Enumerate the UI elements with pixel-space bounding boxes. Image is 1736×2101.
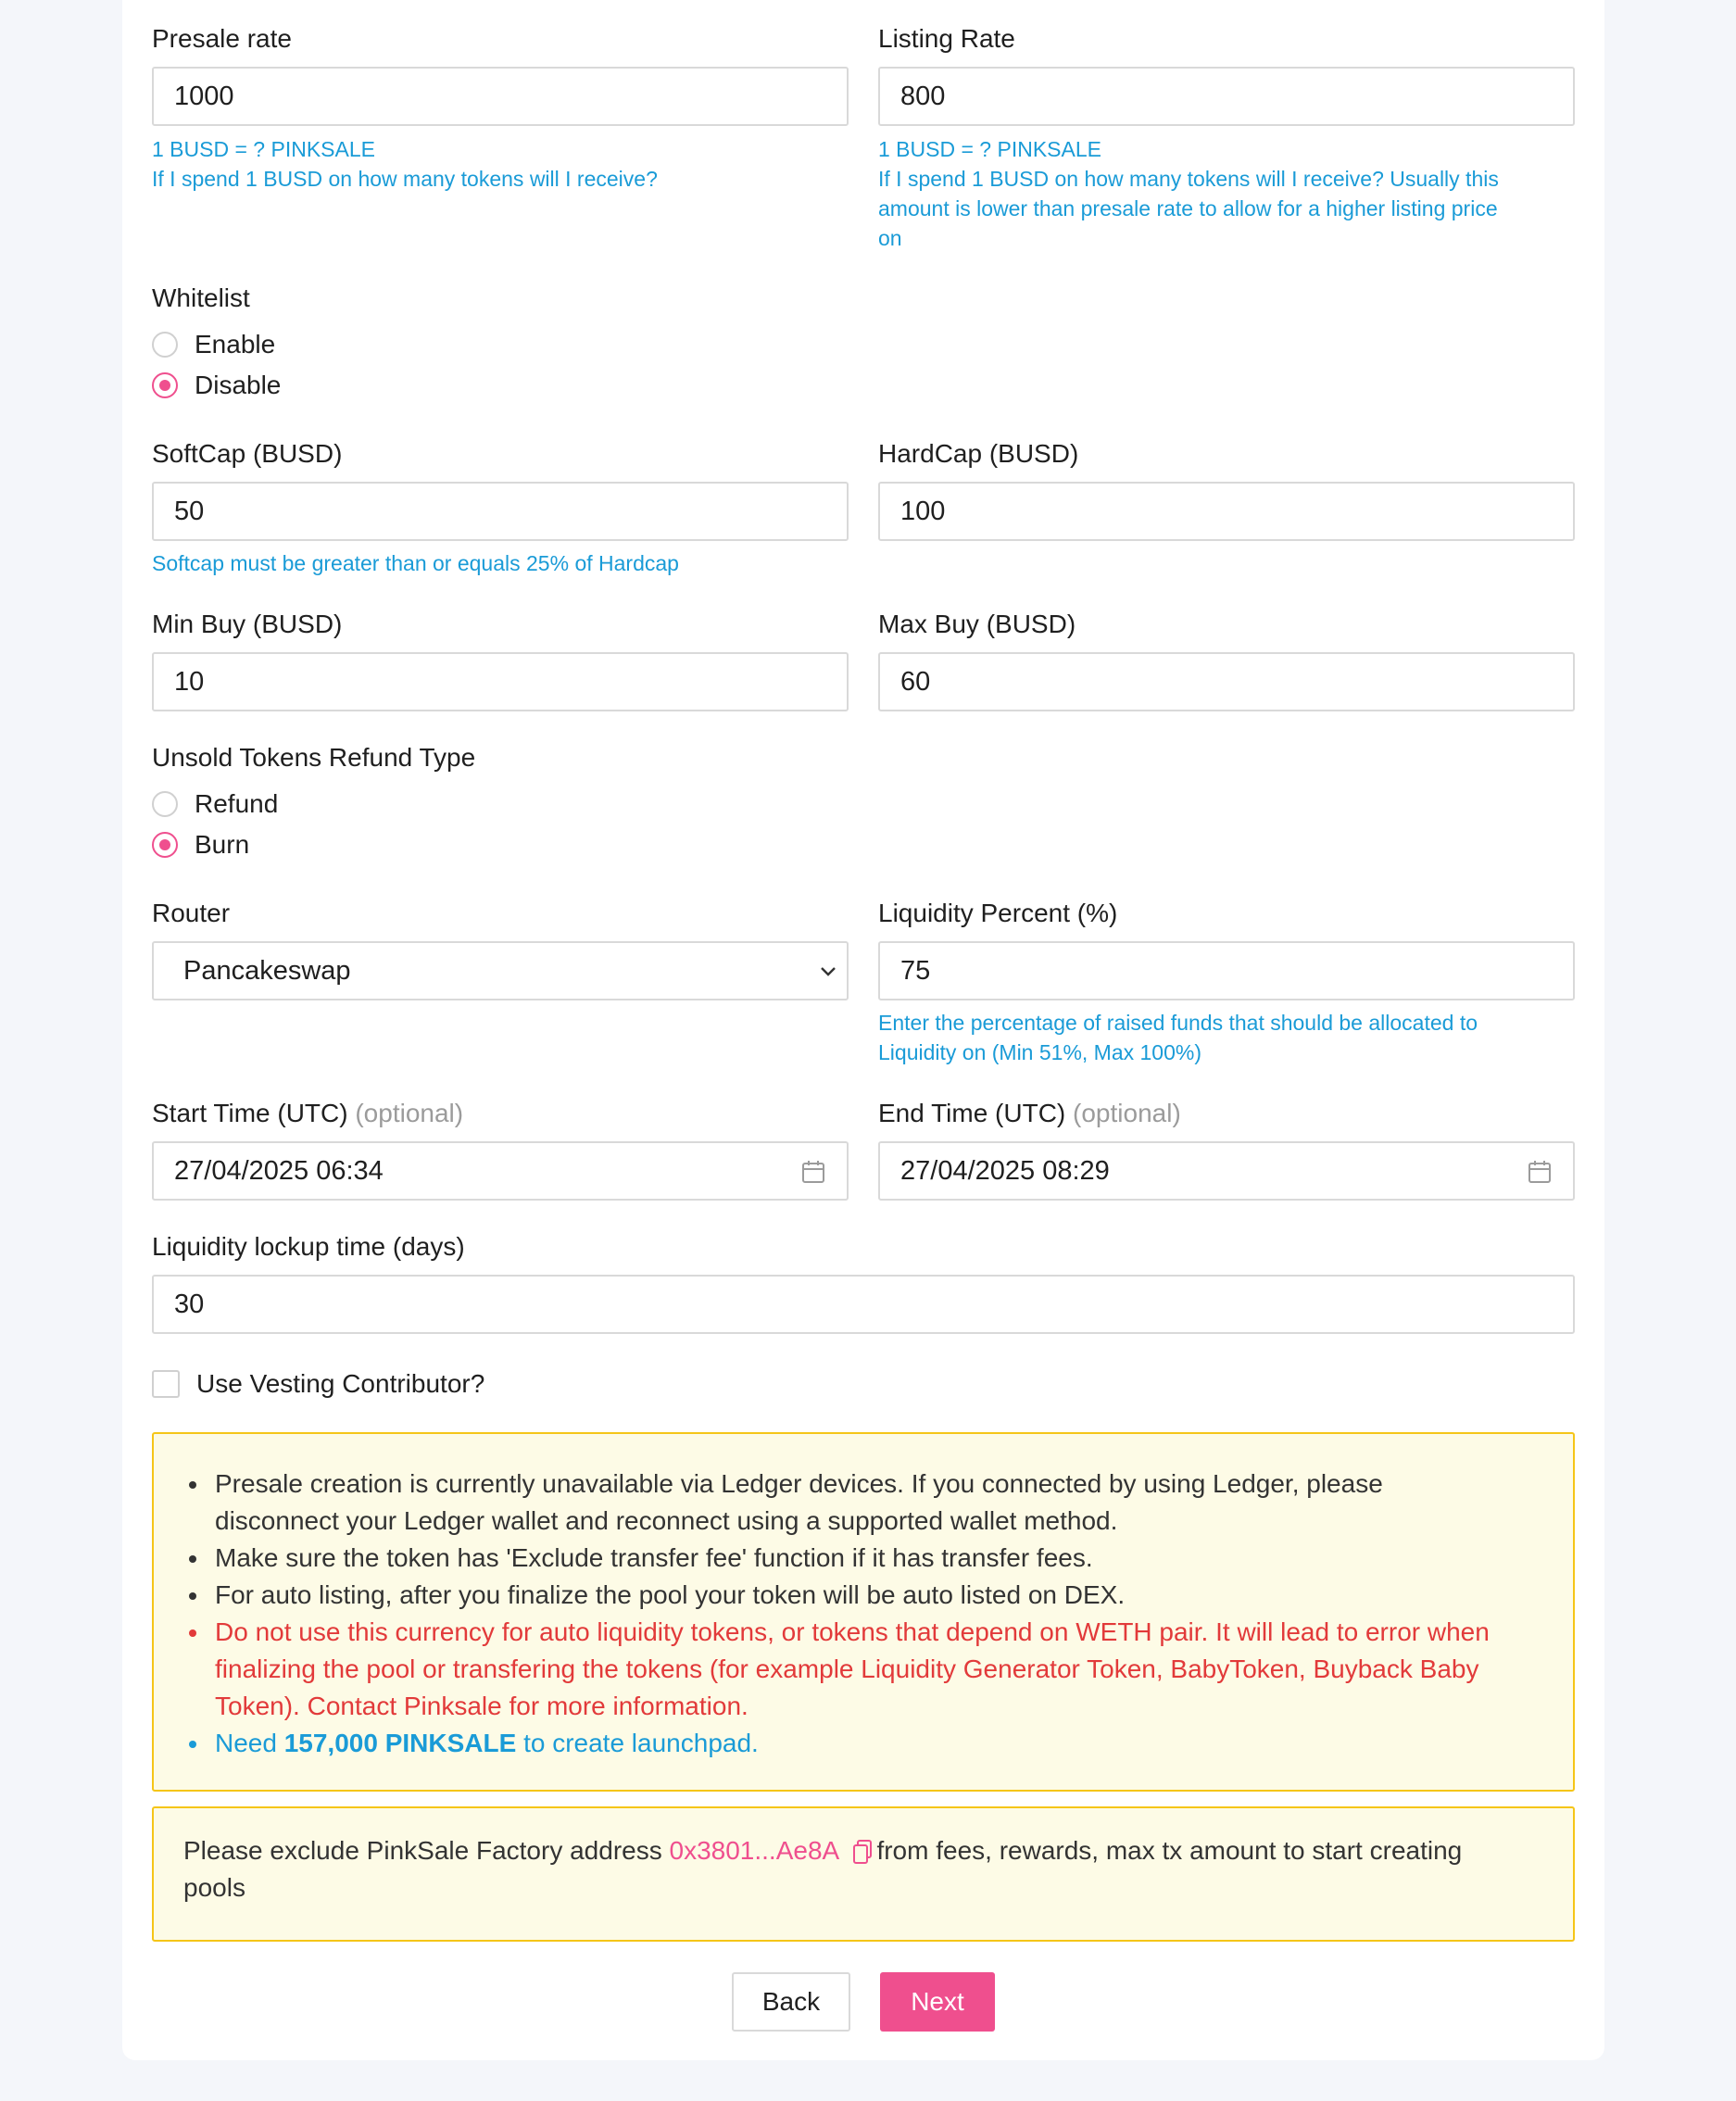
listing-rate-input[interactable]: 800: [878, 67, 1575, 126]
start-time-optional: (optional): [355, 1099, 464, 1127]
radio-disable-label: Disable: [195, 371, 282, 399]
hardcap-label: HardCap (BUSD): [878, 439, 1079, 468]
back-button[interactable]: Back: [732, 1972, 850, 2032]
radio-disable[interactable]: [152, 372, 178, 398]
vesting-option[interactable]: [152, 1369, 484, 1399]
router-select[interactable]: [152, 941, 849, 1000]
end-time-optional: (optional): [1073, 1099, 1181, 1127]
radio-refund[interactable]: [152, 791, 178, 817]
listing-rate-help-line1: If I spend 1 BUSD on how many tokens will I receive? Usually this: [878, 167, 1499, 191]
vesting-label: Use Vesting Contributor?: [196, 1369, 485, 1398]
warning-line3: Token). Contact Pinksale for more information.: [215, 1692, 748, 1720]
presale-rate-help-text: If I spend 1 BUSD on how many tokens will I receive?: [152, 167, 658, 191]
next-button[interactable]: Next: [880, 1972, 995, 2032]
notice-item-ledger: [154, 1466, 1573, 1540]
refund-option-burn[interactable]: [152, 830, 249, 860]
hardcap-input[interactable]: 100: [878, 482, 1575, 541]
listing-rate-help-title: 1 BUSD = ? PINKSALE: [878, 137, 1101, 161]
presale-rate-input[interactable]: 1000: [152, 67, 849, 126]
radio-refund-label: Refund: [195, 789, 279, 818]
lockup-input[interactable]: 30: [152, 1275, 1575, 1334]
start-time-label: [152, 1099, 463, 1128]
radio-burn-label: Burn: [195, 830, 250, 859]
min-buy-label: Min Buy (BUSD): [152, 610, 343, 638]
notice-ledger-line2: disconnect your Ledger wallet and reconnect using a supported wallet method.: [215, 1506, 1118, 1535]
refund-type-label: Unsold Tokens Refund Type: [152, 743, 476, 772]
whitelist-option-enable[interactable]: [152, 330, 275, 359]
listing-rate-help-line3: on: [878, 226, 902, 250]
whitelist-label: Whitelist: [152, 283, 250, 312]
liquidity-percent-help-line2: Liquidity on (Min 51%, Max 100%): [878, 1040, 1201, 1064]
copy-icon[interactable]: [852, 1839, 874, 1865]
max-buy-input[interactable]: 60: [878, 652, 1575, 711]
warning-line2: finalizing the pool or transfering the tokens (for example Liquidity Generator Token, BabyToken, Buyback Baby: [215, 1654, 1479, 1683]
factory-suffix2: pools: [183, 1873, 245, 1902]
radio-burn[interactable]: [152, 832, 178, 858]
notice-item-fee: [154, 1725, 1573, 1762]
radio-enable[interactable]: [152, 332, 178, 358]
presale-rate-help-title: 1 BUSD = ? PINKSALE: [152, 137, 375, 161]
start-time-value: 27/04/2025 06:34: [174, 1156, 384, 1186]
notice-ledger-line1: Presale creation is currently unavailable via Ledger devices. If you connected by using Ledger, please: [215, 1469, 1383, 1498]
need-prefix: Need: [215, 1729, 284, 1757]
notice-item-warning: [154, 1614, 1573, 1725]
start-time-input[interactable]: [152, 1141, 849, 1201]
router-selected-value: Pancakeswap: [183, 956, 351, 986]
notice-item-auto-listing: For auto listing, after you finalize the pool your token will be auto listed on DEX.: [154, 1577, 1573, 1614]
min-buy-input[interactable]: 10: [152, 652, 849, 711]
max-buy-label: Max Buy (BUSD): [878, 610, 1076, 638]
notice-box: [152, 1432, 1575, 1792]
liquidity-percent-label: Liquidity Percent (%): [878, 899, 1118, 927]
radio-enable-label: Enable: [195, 330, 276, 359]
liquidity-percent-help-line1: Enter the percentage of raised funds that should be allocated to: [878, 1011, 1478, 1035]
end-time-label: [878, 1099, 1181, 1128]
listing-rate-help-line2: amount is lower than presale rate to allow for a higher listing price: [878, 196, 1498, 220]
presale-rate-label: Presale rate: [152, 24, 292, 53]
end-time-label-text: End Time (UTC): [878, 1099, 1066, 1127]
start-time-label-text: Start Time (UTC): [152, 1099, 348, 1127]
end-time-input[interactable]: [878, 1141, 1575, 1201]
factory-prefix: Please exclude PinkSale Factory address: [183, 1836, 670, 1865]
notice-list: [154, 1466, 1573, 1762]
router-label: Router: [152, 899, 231, 927]
refund-option-refund[interactable]: [152, 789, 278, 819]
listing-rate-label: Listing Rate: [878, 24, 1015, 53]
calendar-icon[interactable]: [800, 1159, 826, 1185]
end-time-value: 27/04/2025 08:29: [900, 1156, 1110, 1186]
vesting-checkbox[interactable]: [152, 1370, 180, 1398]
softcap-input[interactable]: 50: [152, 482, 849, 541]
whitelist-option-disable[interactable]: [152, 371, 281, 400]
softcap-label: SoftCap (BUSD): [152, 439, 343, 468]
softcap-help: Softcap must be greater than or equals 25% of Hardcap: [152, 551, 679, 575]
factory-notice: [152, 1806, 1575, 1942]
warning-line1: Do not use this currency for auto liquidity tokens, or tokens that depend on WETH pair. It will lead to error when: [215, 1617, 1490, 1646]
factory-suffix: from fees, rewards, max tx amount to start creating: [876, 1836, 1463, 1865]
chevron-down-icon: [817, 960, 839, 982]
liquidity-percent-input[interactable]: 75: [878, 941, 1575, 1000]
need-suffix: to create launchpad.: [516, 1729, 759, 1757]
notice-item-transfer-fee: Make sure the token has 'Exclude transfer fee' function if it has transfer fees.: [154, 1540, 1573, 1577]
calendar-icon[interactable]: [1527, 1159, 1553, 1185]
lockup-label: Liquidity lockup time (days): [152, 1232, 465, 1261]
factory-address-link[interactable]: 0x3801...Ae8A: [669, 1836, 838, 1865]
need-amount: 157,000 PINKSALE: [283, 1729, 517, 1757]
